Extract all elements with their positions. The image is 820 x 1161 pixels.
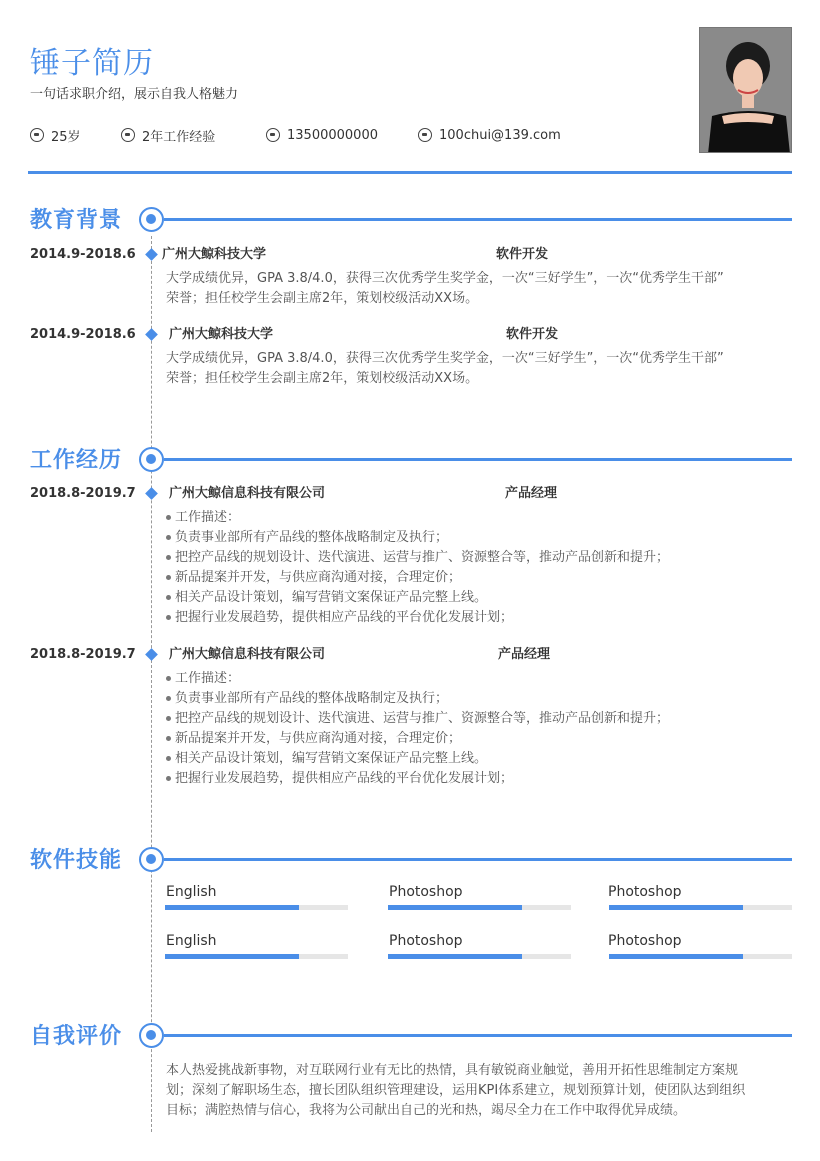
education-major: 软件开发 <box>506 327 559 342</box>
work-bullet: 新品提案并开发，与供应商沟通对接，合理定价； <box>166 729 461 749</box>
briefcase-icon <box>121 128 135 142</box>
work-bullet: 负责事业部所有产品线的整体战略制定及执行； <box>166 689 448 709</box>
info-phone <box>266 125 378 145</box>
info-email <box>418 125 561 145</box>
education-school: 广州大鲸科技大学 <box>162 247 267 262</box>
diamond-marker-icon <box>145 328 158 341</box>
skill-name: Photoshop <box>389 933 463 949</box>
work-bullet: 把握行业发展趋势，提供相应产品线的平台优化发展计划； <box>166 769 513 789</box>
header-divider <box>28 171 792 174</box>
education-date: 2014.9-2018.6 <box>30 327 136 342</box>
skill-bar <box>388 954 571 959</box>
section-title-work: 工作经历 <box>30 448 123 473</box>
skill-bar <box>609 905 792 910</box>
self-eval-text <box>166 1061 792 1121</box>
profile-photo <box>699 27 792 153</box>
skill-bar-fill <box>609 954 743 959</box>
section-rule <box>164 1034 792 1037</box>
email-icon <box>418 128 432 142</box>
work-company: 广州大鲸信息科技有限公司 <box>169 647 326 662</box>
work-desc-label <box>166 669 240 689</box>
education-detail-line: 大学成绩优异，GPA 3.8/4.0，获得三次优秀学生奖学金，一次“三好学生”，一次“优秀学生干部” <box>166 271 724 286</box>
section-rule <box>164 458 792 461</box>
work-bullet: 相关产品设计策划，编写营销文案保证产品完整上线。 <box>166 749 487 769</box>
experience-text: 2年工作经验 <box>142 129 216 145</box>
self-eval-line: 目标；满腔热情与信心，我将为公司献出自己的光和热，竭尽全力在工作中取得优异成绩。 <box>166 1103 687 1118</box>
age-icon <box>30 128 44 142</box>
education-date: 2014.9-2018.6 <box>30 247 136 262</box>
section-title-self-eval: 自我评价 <box>30 1024 123 1049</box>
skill-bar-fill <box>388 905 522 910</box>
skill-bar-fill <box>609 905 743 910</box>
skill-name: English <box>166 933 217 949</box>
skill-name: Photoshop <box>389 884 463 900</box>
skill-name: Photoshop <box>608 933 682 949</box>
section-marker-icon <box>139 447 164 472</box>
education-detail-line: 荣誉；担任校学生会副主席2年，策划校级活动XX场。 <box>166 371 479 386</box>
skill-bar <box>165 905 348 910</box>
info-age <box>30 125 81 145</box>
education-school: 广州大鲸科技大学 <box>169 327 274 342</box>
education-detail-line: 荣誉；担任校学生会副主席2年，策划校级活动XX场。 <box>166 291 479 306</box>
section-marker-icon <box>139 847 164 872</box>
work-date: 2018.8-2019.7 <box>30 486 136 501</box>
skill-bar-fill <box>388 954 522 959</box>
desc-label-text: 工作描述： <box>175 671 241 686</box>
section-title-education: 教育背景 <box>30 208 123 233</box>
education-major: 软件开发 <box>496 247 549 262</box>
tagline: 一句话求职介绍，展示自我人格魅力 <box>30 87 239 102</box>
education-detail-line: 大学成绩优异，GPA 3.8/4.0，获得三次优秀学生奖学金，一次“三好学生”，一次“优秀学生干部” <box>166 351 724 366</box>
self-eval-line: 本人热爱挑战新事物，对互联网行业有无比的热情，具有敏锐商业触觉，善用开拓性思维制定方案规 <box>166 1063 739 1078</box>
work-position: 产品经理 <box>498 647 551 662</box>
phone-text: 13500000000 <box>287 127 378 143</box>
resume-name: 锤子简历 <box>30 46 154 81</box>
work-bullet: 把控产品线的规划设计、迭代演进、运营与推广、资源整合等，推动产品创新和提升； <box>166 709 669 729</box>
skill-bar <box>165 954 348 959</box>
work-bullet: 负责事业部所有产品线的整体战略制定及执行； <box>166 528 448 548</box>
desc-label-text: 工作描述： <box>175 510 241 525</box>
work-desc-label <box>166 508 240 528</box>
skill-name: English <box>166 884 217 900</box>
work-bullet: 新品提案并开发，与供应商沟通对接，合理定价； <box>166 568 461 588</box>
work-position: 产品经理 <box>505 486 558 501</box>
skill-bar <box>388 905 571 910</box>
phone-icon <box>266 128 280 142</box>
skill-bar <box>609 954 792 959</box>
diamond-marker-icon <box>145 648 158 661</box>
work-date: 2018.8-2019.7 <box>30 647 136 662</box>
section-marker-icon <box>139 207 164 232</box>
work-bullet: 把控产品线的规划设计、迭代演进、运营与推广、资源整合等，推动产品创新和提升； <box>166 548 669 568</box>
self-eval-line: 划；深刻了解职场生态，擅长团队组织管理建设，运用KPI体系建立，规划预算计划，使团队达到组织 <box>166 1083 746 1098</box>
age-text: 25岁 <box>51 129 81 145</box>
work-bullet: 把握行业发展趋势，提供相应产品线的平台优化发展计划； <box>166 608 513 628</box>
skill-bar-fill <box>165 954 299 959</box>
diamond-marker-icon <box>145 248 158 261</box>
skill-bar-fill <box>165 905 299 910</box>
info-experience <box>121 125 215 145</box>
skill-name: Photoshop <box>608 884 682 900</box>
education-detail <box>166 269 792 309</box>
section-marker-icon <box>139 1023 164 1048</box>
email-text: 100chui@139.com <box>439 127 561 143</box>
diamond-marker-icon <box>145 487 158 500</box>
education-detail <box>166 349 792 389</box>
work-company: 广州大鲸信息科技有限公司 <box>169 486 326 501</box>
work-bullet: 相关产品设计策划，编写营销文案保证产品完整上线。 <box>166 588 487 608</box>
section-title-skills: 软件技能 <box>30 848 123 873</box>
section-rule <box>164 218 792 221</box>
timeline-line <box>151 236 152 1132</box>
section-rule <box>164 858 792 861</box>
